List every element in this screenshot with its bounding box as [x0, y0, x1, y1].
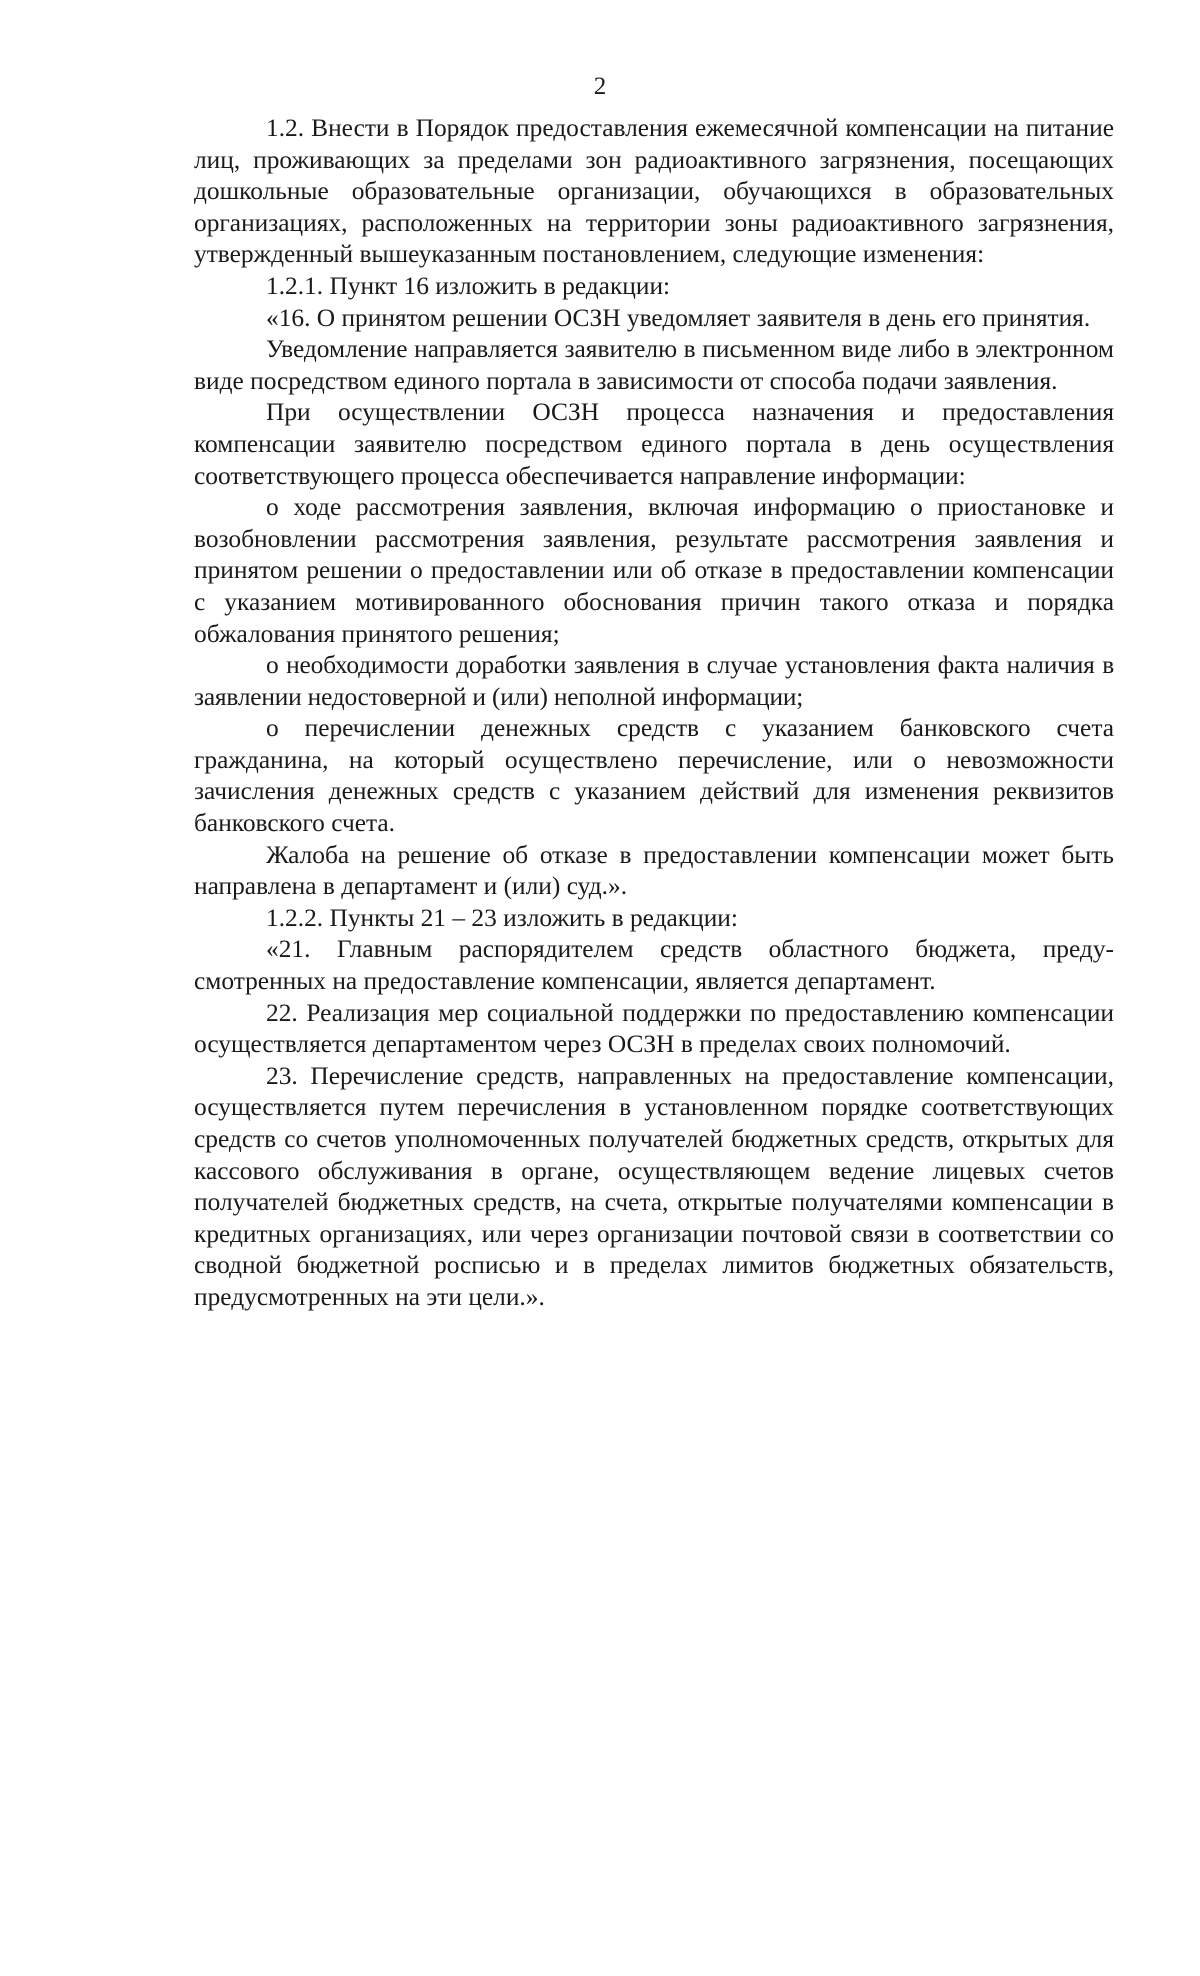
paragraph-1-2-1: 1.2.1. Пункт 16 изложить в редакции: [266, 271, 671, 300]
paragraph-1-2: 1.2. Внести в Порядок предоставления ежемесячной компенсации на питание лиц, проживающих за пределами зон радиоактивного загрязнения, посещающих дошкольные образовательные организации, обучающихся в образовательных организациях, расположенных на территории зоны радиоактивного загрязнения, утвержденный вышеуказанным постановлением, следующие изменения: [194, 114, 1114, 269]
paragraph-complaint: Жалоба на решение об отказе в предоставлении компенсации может быть направлена в департамент и (или) суд.». [194, 840, 1114, 901]
paragraph-process-info: При осуществлении ОСЗН процесса назначения и предоставления компенсации заявителю посредством единого портала в день осуществления соответствующего процесса обеспечивается направление информации: [194, 398, 1114, 490]
document-body [194, 113, 1114, 1314]
paragraph-revision-needed: о необходимости доработки заявления в случае установления факта наличия в заявлении недостоверной и (или) неполной информации; [194, 651, 1114, 711]
paragraph-23: 23. Перечисление средств, направленных на предоставление компенсации, осуществляется путем перечисления в установленном порядке соответствующих средств со счетов уполномоченных получателей бюджетных средств, открытых для кассового обслуживания в органе, осуществляющем ведение лицевых счетов получателей бюджетных средств, на счета, открытые получателями компенсации в кредитных организациях, или через организации почтовой связи в соответствии со сводной бюджетной росписью и в пределах лимитов бюджетных обязательств, предусмотренных на эти цели.». [194, 1061, 1114, 1311]
paragraph-22: 22. Реализация мер социальной поддержки по предоставлению компенсации осуществляется департаментом через ОСЗН в пределах своих полномочий. [194, 998, 1114, 1059]
page-number: 2 [593, 73, 607, 100]
paragraph-21: «21. Главным распорядителем средств областного бюджета, предусмотренных на предоставление компенсации, является департамент. [194, 935, 1114, 996]
paragraph-16: «16. О принятом решении ОСЗН уведомляет заявителя в день его принятия. [266, 303, 1091, 332]
paragraph-review-progress: о ходе рассмотрения заявления, включая информацию о приостановке и возобновлении рассмотрения заявления, результате рассмотрения заявления и принятом решении о предоставлении или об отказе в предоставлении компенсации с указанием мотивированного обоснования причин такого отказа и порядка обжалования принятого решения; [194, 493, 1114, 648]
paragraph-funds-transfer: о перечислении денежных средств с указанием банковского счета гражданина, на который осуществлено перечисление, или о невозможности зачисления денежных средств с указанием действий для изменения реквизитов банковского счета. [194, 714, 1114, 838]
paragraph-1-2-2: 1.2.2. Пункты 21 – 23 изложить в редакции: [266, 903, 738, 932]
paragraph-notification: Уведомление направляется заявителю в письменном виде либо в электронном виде посредством единого портала в зависимости от способа подачи заявления. [194, 335, 1114, 395]
